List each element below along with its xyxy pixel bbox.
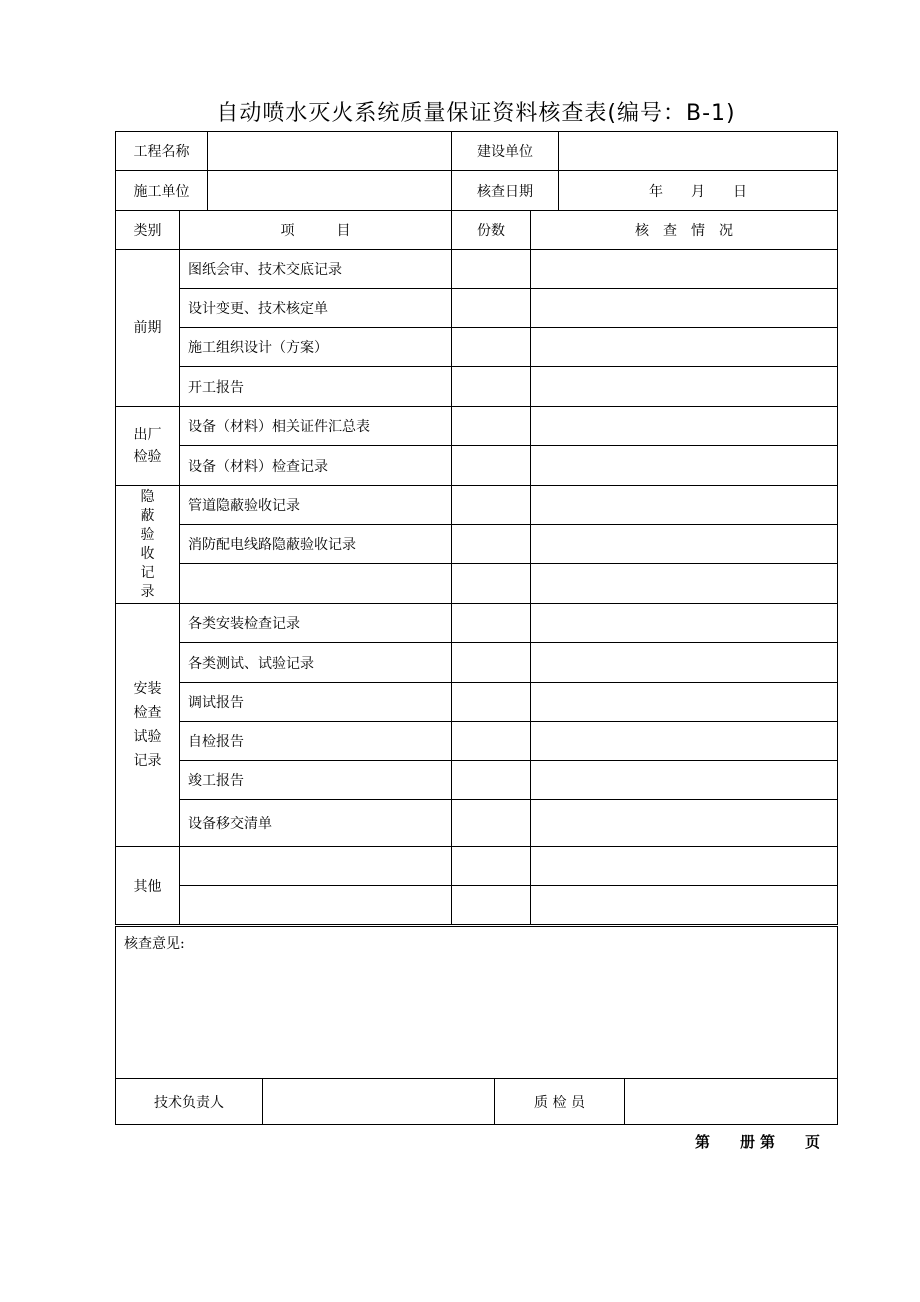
opinion-signature-table: [115, 926, 838, 1125]
category-factory-inspection: [116, 407, 180, 486]
category-concealed-acceptance: [116, 486, 180, 604]
opinion-box[interactable]: [116, 927, 838, 1079]
check-date-label: 核查日期: [452, 171, 559, 211]
project-name-label: 工程名称: [116, 132, 208, 171]
count-cell[interactable]: [452, 604, 531, 643]
project-name-field[interactable]: [208, 132, 452, 171]
status-cell[interactable]: [531, 486, 838, 525]
status-cell[interactable]: [531, 446, 838, 486]
count-cell[interactable]: [452, 525, 531, 564]
build-unit-label: 建设单位: [452, 132, 559, 171]
footer-page: 第 页: [760, 1133, 821, 1151]
status-cell[interactable]: [531, 847, 838, 886]
category-install-test: [116, 604, 180, 847]
item-row: 竣工报告: [180, 761, 452, 800]
status-cell[interactable]: [531, 525, 838, 564]
item-row: 图纸会审、技术交底记录: [180, 250, 452, 289]
count-cell[interactable]: [452, 564, 531, 604]
count-cell[interactable]: [452, 761, 531, 800]
check-date-field[interactable]: 年 月 日: [559, 171, 838, 211]
count-cell[interactable]: [452, 486, 531, 525]
status-cell[interactable]: [531, 407, 838, 446]
item-row: 自检报告: [180, 722, 452, 761]
count-cell[interactable]: [452, 800, 531, 847]
status-cell[interactable]: [531, 604, 838, 643]
count-cell[interactable]: [452, 407, 531, 446]
footer-volume: 第 册: [695, 1133, 756, 1151]
inspector-field[interactable]: [625, 1079, 838, 1125]
status-cell[interactable]: [531, 722, 838, 761]
build-unit-field[interactable]: [559, 132, 838, 171]
checklist-table: [115, 210, 838, 925]
header-table: [115, 131, 838, 211]
item-row: 设备（材料）相关证件汇总表: [180, 407, 452, 446]
status-cell[interactable]: [531, 643, 838, 683]
count-cell[interactable]: [452, 446, 531, 486]
count-cell[interactable]: [452, 683, 531, 722]
status-cell[interactable]: [531, 250, 838, 289]
category-preliminary: 前期: [116, 250, 180, 407]
col-header-category: 类别: [116, 211, 180, 250]
item-row: 管道隐蔽验收记录: [180, 486, 452, 525]
opinion-label: 核查意见:: [124, 936, 185, 952]
status-cell[interactable]: [531, 683, 838, 722]
count-cell[interactable]: [452, 250, 531, 289]
col-header-status: 核 查 情 况: [531, 211, 838, 250]
tech-lead-field[interactable]: [263, 1079, 495, 1125]
page-title: 自动喷水灭火系统质量保证资料核查表(编号：B-1): [216, 101, 736, 126]
status-cell[interactable]: [531, 289, 838, 328]
category-label: 出厂检验: [133, 427, 162, 465]
col-header-item: 项 目: [180, 211, 452, 250]
item-row: 消防配电线路隐蔽验收记录: [180, 525, 452, 564]
count-cell[interactable]: [452, 643, 531, 683]
item-row[interactable]: [180, 886, 452, 925]
category-other: 其他: [116, 847, 180, 925]
inspector-label: 质 检 员: [495, 1079, 625, 1125]
status-cell[interactable]: [531, 886, 838, 925]
item-row: 开工报告: [180, 367, 452, 407]
status-cell[interactable]: [531, 367, 838, 407]
item-row: 施工组织设计（方案）: [180, 328, 452, 367]
construction-unit-field[interactable]: [208, 171, 452, 211]
item-row: 设计变更、技术核定单: [180, 289, 452, 328]
item-row: [180, 564, 452, 604]
item-row[interactable]: [180, 847, 452, 886]
item-row: 调试报告: [180, 683, 452, 722]
status-cell[interactable]: [531, 328, 838, 367]
construction-unit-label: 施工单位: [116, 171, 208, 211]
status-cell[interactable]: [531, 800, 838, 847]
count-cell[interactable]: [452, 847, 531, 886]
status-cell[interactable]: [531, 564, 838, 604]
col-header-count: 份数: [452, 211, 531, 250]
count-cell[interactable]: [452, 722, 531, 761]
item-row: 设备移交清单: [180, 800, 452, 847]
count-cell[interactable]: [452, 367, 531, 407]
count-cell[interactable]: [452, 886, 531, 925]
count-cell[interactable]: [452, 289, 531, 328]
item-row: 各类测试、试验记录: [180, 643, 452, 683]
category-label: 安装检查试验记录: [133, 681, 162, 769]
item-row: 各类安装检查记录: [180, 604, 452, 643]
count-cell[interactable]: [452, 328, 531, 367]
tech-lead-label: 技术负责人: [116, 1079, 263, 1125]
item-row: 设备（材料）检查记录: [180, 446, 452, 486]
category-label: 隐蔽验收记录: [140, 488, 155, 600]
status-cell[interactable]: [531, 761, 838, 800]
